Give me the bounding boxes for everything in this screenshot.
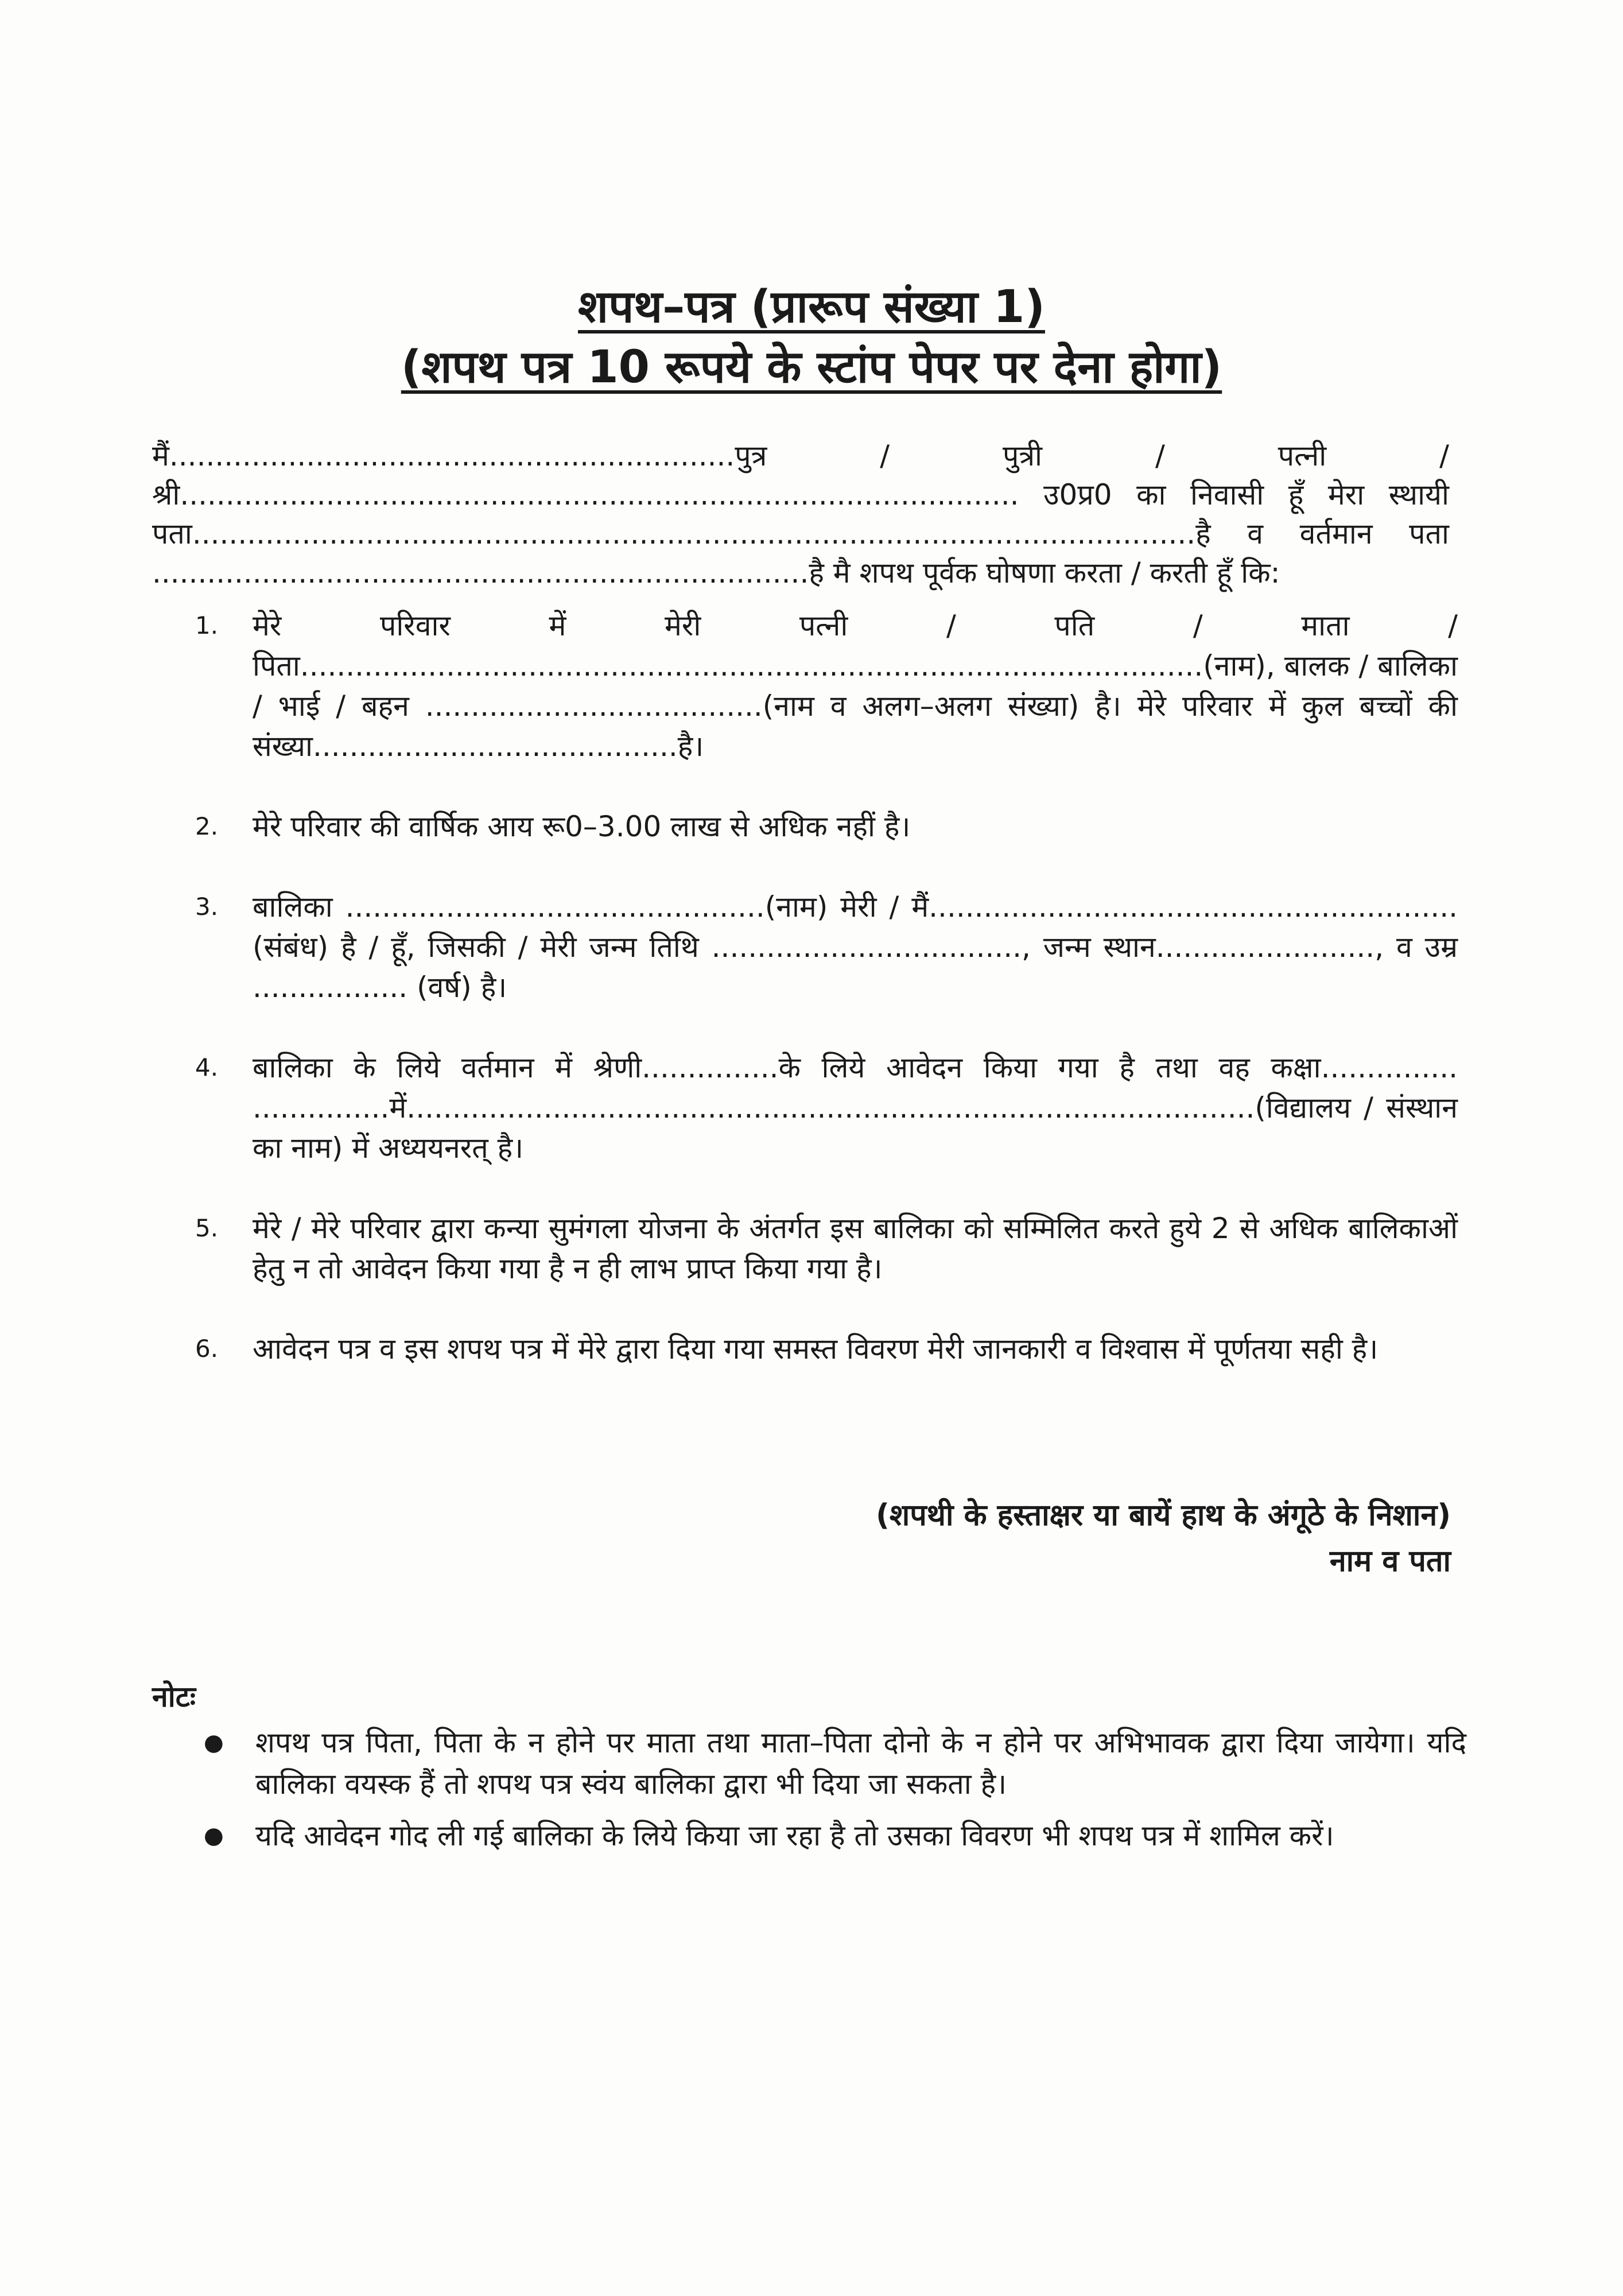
intro-paragraph: मैं..............................................................पुत्र / पुत्री / पत्नी / श्री............................................................................................ उ0प्र0 का निवासी हूँ मेरा स्थायी पता..............................................................................................................है व वर्तमान पता ........................................................................है मै शपथ पूर्वक घोषणा करता / करती हूँ कि: — [152, 439, 1449, 589]
note-text: शपथ पत्र पिता, पिता के न होने पर माता तथा माता–पिता दोनो के न होने पर अभिभावक द्वारा दिया जायेगा। यदि बालिका वयस्क हैं तो शपथ पत्र स्वंय बालिका द्वारा भी दिया जा सकता है। — [255, 1726, 1466, 1801]
declaration-list — [195, 606, 1458, 1409]
bullet-icon: ● — [204, 1729, 224, 1756]
item-number: 2. — [195, 812, 219, 840]
item-number: 6. — [195, 1335, 219, 1363]
note-text: यदि आवेदन गोद ली गई बालिका के लिये किया जा रहा है तो उसका विवरण भी शपथ पत्र में शामिल करें। — [255, 1819, 1334, 1852]
note-heading: नोटः — [152, 1680, 196, 1713]
declaration-item — [195, 1329, 1458, 1369]
item-text: आवेदन पत्र व इस शपथ पत्र में मेरे द्वारा दिया गया समस्त विवरण मेरी जानकारी व विश्वास में पूर्णतया सही है। — [253, 1332, 1379, 1366]
signature-block — [876, 1492, 1451, 1584]
bullet-icon: ● — [204, 1822, 224, 1849]
item-number: 1. — [195, 611, 219, 639]
item-text: बालिका ..............................................(नाम) मेरी / मैं..........................................................(संबंध) है / हूँ, जिसकी / मेरी जन्म तिथि .................................., जन्म स्थान........................, व उम्र ................. (वर्ष) है। — [253, 890, 1458, 1004]
notes-list — [204, 1722, 1466, 1867]
item-number: 5. — [195, 1214, 219, 1242]
declaration-item — [195, 1208, 1458, 1289]
declaration-item — [195, 887, 1458, 1007]
note-item — [204, 1815, 1466, 1856]
document-subtitle-text: (शपथ पत्र 10 रूपये के स्टांप पेपर पर देना होगा) — [401, 342, 1222, 393]
item-text: मेरे / मेरे परिवार द्वारा कन्या सुमंगला योजना के अंतर्गत इस बालिका को सम्मिलित करते हुये 2 से अधिक बालिकाओं हेतु न तो आवेदन किया गया है न ही लाभ प्राप्त किया गया है। — [253, 1212, 1458, 1285]
item-text: मेरे परिवार की वार्षिक आय रू0–3.00 लाख से अधिक नहीं है। — [253, 810, 911, 843]
declaration-item — [195, 1048, 1458, 1168]
item-number: 4. — [195, 1053, 219, 1081]
item-text: मेरे परिवार में मेरी पत्नी / पति / माता / पिता...................................................................................................(नाम), बालक / बालिका / भाई / बहन .....................................(नाम व अलग–अलग संख्या) है। मेरे परिवार में कुल बच्चों की संख्या........................................है। — [253, 609, 1458, 763]
name-address-caption: नाम व पता — [1329, 1544, 1451, 1578]
document-title — [0, 276, 1623, 339]
declaration-item — [195, 806, 1458, 847]
item-text: बालिका के लिये वर्तमान में श्रेणी...............के लिये आवेदन किया गया है तथा वह कक्षा............... ...............में.............................................................................................(विद्यालय / संस्थान का नाम) में अध्ययनरत् है। — [253, 1051, 1458, 1165]
document-subtitle — [0, 336, 1623, 399]
signature-caption: (शपथी के हस्ताक्षर या बायें हाथ के अंगूठे के निशान) — [876, 1498, 1451, 1533]
declaration-item — [195, 606, 1458, 766]
document-title-text: शपथ–पत्र (प्रारूप संख्या 1) — [578, 281, 1045, 333]
note-item — [204, 1722, 1466, 1805]
item-number: 3. — [195, 893, 219, 921]
